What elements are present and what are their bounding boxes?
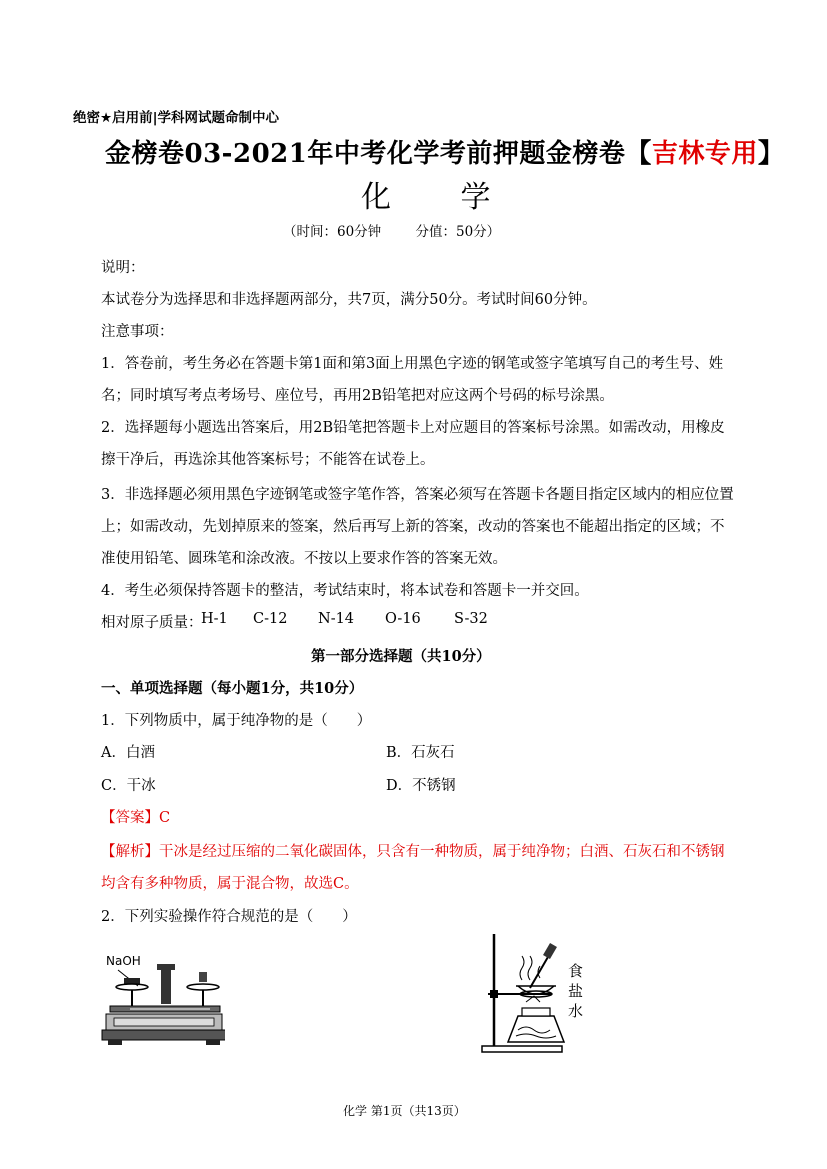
note-2-line-2: 擦干净后，再选涂其他答案标号；不能答在试卷上。 [101,452,435,468]
salt-water-label-char: 水 [568,1002,584,1020]
page-title [105,133,784,170]
subject-title: 化 学 [361,180,521,215]
title-main: 金榜卷03-2021年中考化学考前押题金榜卷 [105,139,626,169]
atomic-mass-label: 相对原子质量： [101,615,203,631]
instructions-intro: 本试卷分为选择思和非选择题两部分，共7页，满分50分。考试时间60分钟。 [101,292,597,308]
part1-heading: 第一部分选择题（共10分） [311,648,491,665]
analysis-label: 【解析】 [101,844,159,860]
note-2-line-1: 2．选择题每小题选出答案后，用2B铅笔把答题卡上对应题目的答案标号涂黑。如需改动，用橡皮 [101,420,725,436]
answer-label: 【答案】 [101,810,159,826]
note-1-line-2: 名；同时填写考点考场号、座位号，再用2B铅笔把对应这两个号码的标号涂黑。 [101,388,614,404]
atomic-mass-item: O-16 [385,611,421,627]
title-region: 吉林专用 [651,139,758,169]
note-4: 4．考生必须保持答题卡的整洁，考试结束时，将本试卷和答题卡一并交回。 [101,583,589,599]
evaporation-figure [478,930,598,1056]
q1-option-c: C．干冰 [101,778,156,794]
time-score-line: （时间：60分钟 分值：50分） [283,224,501,240]
salt-water-label-char: 食 [568,962,584,980]
q1-option-d: D．不锈钢 [386,778,456,794]
instructions-heading: 说明： [101,260,145,276]
q1-answer [101,806,170,827]
q1-analysis-line-1 [101,840,725,861]
naoh-label: NaOH [106,954,141,968]
q1-option-a: A．白酒 [101,745,155,761]
atomic-mass-item: C-12 [253,611,288,627]
balance-figure [100,948,225,1048]
note-3-line-1: 3．非选择题必须用黑色字迹钢笔或签字笔作答，答案必须写在答题卡各题目指定区域内的相应位置 [101,487,734,503]
note-1-line-1: 1．答卷前，考生务必在答题卡第1面和第3面上用黑色字迹的钢笔或签字笔填写自己的考生号、姓 [101,356,724,372]
notes-heading: 注意事项： [101,324,174,340]
confidential-label: 绝密★启用前|学科网试题命制中心 [73,110,280,126]
salt-water-label-char: 盐 [568,982,584,1000]
q1-analysis-line-2: 均含有多种物质，属于混合物，故选C。 [101,876,359,892]
title-bracket-open: 【 [625,139,652,169]
note-3-line-3: 准使用铅笔、圆珠笔和涂改液。不按以上要求作答的答案无效。 [101,551,507,567]
atomic-mass-item: N-14 [318,611,355,627]
q2-stem: 2．下列实验操作符合规范的是（ ） [101,909,357,925]
naoh-sample-icon [124,978,140,984]
atomic-mass-item: H-1 [201,611,228,627]
note-3-line-2: 上；如需改动，先划掉原来的签案，然后再写上新的答案，改动的答案也不能超出指定的区域；不 [101,519,725,535]
answer-value: C [159,810,171,826]
atomic-mass-item: S-32 [454,611,488,627]
page-footer: 化学 第1页（共13页） [343,1104,466,1118]
section-heading: 一、单项选择题（每小题1分，共10分） [101,680,364,697]
analysis-text: 干冰是经过压缩的二氧化碳固体，只含有一种物质，属于纯净物；白酒、石灰石和不锈钢 [159,844,725,860]
title-bracket-close: 】 [757,139,785,169]
q1-option-b: B．石灰石 [386,745,455,761]
q1-stem: 1．下列物质中，属于纯净物的是（ ） [101,713,372,729]
weight-icon [199,972,207,982]
